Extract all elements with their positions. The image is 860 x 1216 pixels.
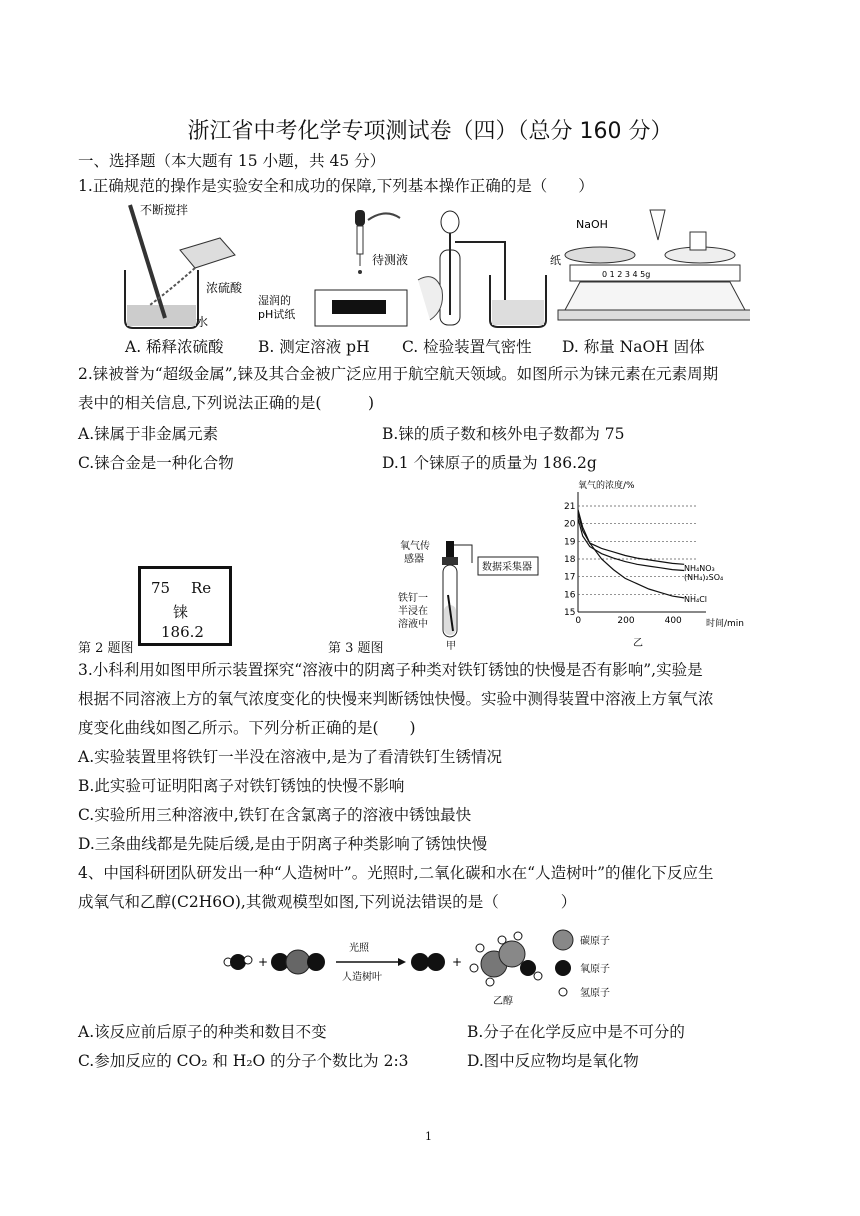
element-box	[138, 566, 232, 646]
q1-label-water: 水	[196, 315, 209, 329]
chart-y-tick-label: 20	[564, 519, 576, 530]
chart-y-tick-label: 21	[564, 502, 576, 512]
q3-figure-label: 第 3 题图	[328, 641, 384, 656]
q3-chart	[556, 476, 752, 652]
q1-option-d: D. 称量 NaOH 固体	[562, 338, 705, 356]
legend-hydrogen-label: 氢原子	[580, 988, 610, 999]
co2-molecule	[271, 950, 325, 974]
q1-label-paper1: 湿润的	[258, 294, 291, 307]
legend-carbon-swatch	[553, 930, 573, 950]
q4-option-b: B.分子在化学反应中是不可分的	[467, 1023, 685, 1041]
atom-legend	[553, 930, 610, 999]
q2-option-d: D.1 个铼原子的质量为 186.2g	[382, 454, 597, 472]
arrow-label-leaf: 人造树叶	[342, 972, 382, 983]
q1-fig-b	[258, 210, 408, 326]
q2-stem-line1: 2.铼被誉为“超级金属”,铼及其合金被广泛应用于航空航天领域。如图所示为铼元素在元素周期	[78, 365, 719, 383]
chart-y-tick-label: 19	[564, 537, 576, 548]
chart-legend-label: NH₄Cl	[684, 595, 708, 604]
q3-option-b: B.此实验可证明阳离子对铁钉锈蚀的快慢不影响	[78, 777, 405, 795]
chart-x-tick-label: 400	[664, 616, 682, 626]
apparatus-collector-label: 数据采集器	[482, 562, 532, 573]
chart-y-tick-label: 15	[564, 608, 576, 618]
q1-option-b: B. 测定溶液 pH	[258, 338, 370, 356]
q1-label-sample: 待测液	[372, 253, 409, 267]
q1-label-paper2: pH试纸	[258, 308, 296, 321]
page-title: 浙江省中考化学专项测试卷（四）（总分 160 分）	[187, 119, 673, 144]
plus-sign-1: +	[258, 955, 269, 969]
q1-fig-a	[125, 202, 243, 329]
q4-option-c: C.参加反应的 CO₂ 和 H₂O 的分子个数比为 2:3	[78, 1052, 409, 1070]
chart-y-tick-label: 18	[564, 555, 576, 565]
q4-option-d: D.图中反应物均是氧化物	[467, 1052, 639, 1070]
q1-stem: 1.正确规范的操作是实验安全和成功的保障,下列基本操作正确的是（ ）	[78, 177, 594, 195]
q3-stem-line2: 根据不同溶液上方的氧气浓度变化的快慢来判断锈蚀快慢。实验中测得装置中溶液上方氧气浓	[78, 690, 714, 708]
apparatus-sensor-label-1: 氧气传	[400, 541, 430, 552]
q3-option-a: A.实验装置里将铁钉一半没在溶液中,是为了看清铁钉生锈情况	[78, 748, 503, 766]
q3-stem-line3: 度变化曲线如图乙所示。下列分析正确的是( )	[78, 719, 416, 737]
chart-x-tick-label: 200	[617, 616, 635, 626]
apparatus-nail-label-3: 溶液中	[398, 619, 428, 630]
apparatus-nail-label-1: 铁钉一	[398, 593, 428, 604]
chart-x-tick-label: 0	[575, 616, 582, 626]
q1-fig-c	[418, 211, 546, 327]
q2-option-b: B.铼的质子数和核外电子数都为 75	[382, 425, 625, 443]
chart-series-line	[578, 510, 684, 598]
q1-label-naoh: NaOH	[576, 218, 608, 231]
q3-option-d: D.三条曲线都是先陡后缓,是由于阴离子种类影响了锈蚀快慢	[78, 835, 488, 853]
q1-fig-d	[550, 210, 750, 320]
chart-legend-label: (NH₄)₂SO₄	[684, 573, 724, 582]
element-name: 铼	[173, 603, 189, 621]
section-heading: 一、选择题（本大题有 15 小题，共 45 分）	[78, 152, 386, 170]
q1-option-c: C. 检验装置气密性	[402, 338, 532, 356]
ethanol-molecule	[470, 932, 542, 986]
chart-y-tick-label: 16	[564, 590, 576, 601]
element-mass: 186.2	[161, 623, 204, 641]
legend-oxygen-swatch	[555, 960, 571, 976]
chart-legend-label: NH₄NO₃	[684, 564, 715, 573]
element-number: 75	[151, 579, 171, 597]
q1-option-a: A. 稀释浓硫酸	[125, 338, 224, 356]
q1-figure	[110, 200, 750, 335]
q4-option-a: A.该反应前后原子的种类和数目不变	[78, 1023, 327, 1041]
chart-ylabel: 氧气的浓度/%	[578, 481, 635, 491]
q4-stem-line2: 成氧气和乙醇(C2H6O),其微观模型如图,下列说法错误的是（ ）	[78, 893, 577, 911]
q2-stem-line2: 表中的相关信息,下列说法正确的是( )	[78, 394, 375, 412]
chart-caption: 乙	[633, 638, 643, 649]
q3-option-c: C.实验所用三种溶液中,铁钉在含氯离子的溶液中锈蚀最快	[78, 806, 472, 824]
chart-series-line	[578, 513, 684, 564]
q1-label-paper: 纸	[550, 254, 561, 267]
q3-stem-line1: 3.小科利用如图甲所示装置探究“溶液中的阴离子种类对铁钉锈蚀的快慢是否有影响”,实验是	[78, 661, 703, 679]
q1-label-scale: 0 1 2 3 4 5g	[602, 270, 651, 279]
apparatus-sensor-label-2: 感器	[404, 554, 424, 565]
water-molecule	[224, 954, 252, 970]
q4-stem-line1: 4、中国科研团队研发出一种“人造树叶”。光照时,二氧化碳和水在“人造树叶”的催化下反应生	[78, 864, 714, 882]
arrow-label-light: 光照	[349, 943, 369, 954]
plus-sign-2: +	[452, 955, 463, 969]
q2-option-c: C.铼合金是一种化合物	[78, 454, 234, 472]
element-symbol: Re	[191, 579, 212, 597]
ethanol-label: 乙醇	[493, 996, 513, 1007]
chart-xlabel: 时间/min	[706, 619, 745, 629]
legend-hydrogen-swatch	[559, 988, 567, 996]
q2-option-a: A.铼属于非金属元素	[78, 425, 219, 443]
q2-figure-label: 第 2 题图	[78, 641, 134, 656]
chart-y-tick-label: 17	[564, 572, 576, 583]
apparatus-nail-label-2: 半浸在	[398, 606, 428, 617]
q4-reaction-diagram	[218, 918, 648, 1010]
page-number: 1	[425, 1130, 432, 1143]
q1-label-stir: 不断搅拌	[140, 203, 189, 217]
q3-apparatus	[392, 535, 552, 653]
oxygen-molecule	[411, 953, 445, 971]
q1-label-acid: 浓硫酸	[206, 281, 243, 295]
legend-oxygen-label: 氧原子	[580, 964, 610, 975]
apparatus-caption: 甲	[446, 641, 456, 652]
legend-carbon-label: 碳原子	[580, 936, 610, 947]
